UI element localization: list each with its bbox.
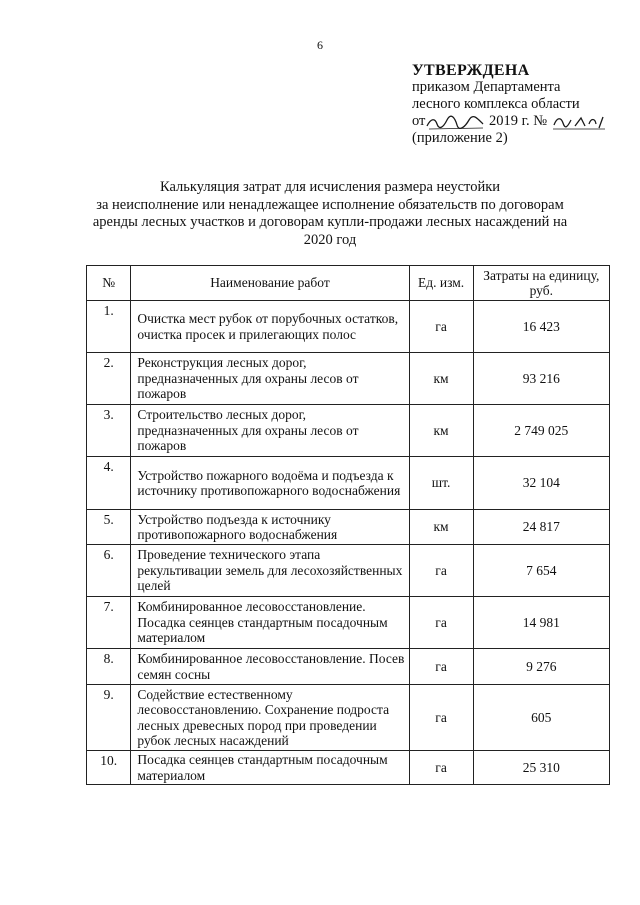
date-suffix: 2019 г. №: [489, 113, 548, 129]
table-row: [87, 301, 610, 353]
approval-line-1: приказом Департамента: [412, 79, 561, 95]
table-row: [87, 649, 610, 685]
handwritten-date-signature: [425, 116, 485, 130]
approval-line-2: лесного комплекса области: [412, 96, 580, 112]
approval-heading: УТВЕРЖДЕНА: [412, 62, 530, 79]
row-num: 10.: [87, 751, 131, 785]
row-unit: га: [409, 545, 473, 597]
table-row: [87, 597, 610, 649]
header-num: №: [87, 266, 131, 301]
handwritten-order-number: [551, 116, 605, 130]
row-name: Посадка сеянцев стандартным посадочным материалом: [131, 751, 409, 785]
table-row: [87, 457, 610, 510]
row-name: Строительство лесных дорог, предназначенных для охраны лесов от пожаров: [131, 405, 409, 457]
row-num: 2.: [87, 353, 131, 405]
row-cost: 25 310: [473, 751, 609, 785]
row-unit: га: [409, 301, 473, 353]
row-num: 4.: [87, 457, 131, 510]
row-cost: 16 423: [473, 301, 609, 353]
row-unit: км: [409, 353, 473, 405]
header-name: Наименование работ: [131, 266, 409, 301]
row-cost: 2 749 025: [473, 405, 609, 457]
row-name: Комбинированное лесовосстановление. Посадка сеянцев стандартным посадочным материалом: [131, 597, 409, 649]
row-cost: 24 817: [473, 510, 609, 545]
title-line-2: за неисполнение или ненадлежащее исполнение обязательств по договорам: [96, 196, 564, 213]
row-num: 6.: [87, 545, 131, 597]
row-cost: 7 654: [473, 545, 609, 597]
row-cost: 32 104: [473, 457, 609, 510]
row-name: Устройство пожарного водоёма и подъезда к источнику противопожарного водоснабжения: [131, 457, 409, 510]
row-cost: 605: [473, 685, 609, 751]
row-unit: км: [409, 510, 473, 545]
row-name: Проведение технического этапа рекультивации земель для лесохозяйственных целей: [131, 545, 409, 597]
row-cost: 14 981: [473, 597, 609, 649]
table-row: [87, 545, 610, 597]
table-row: [87, 685, 610, 751]
header-cost: Затраты на единицу, руб.: [473, 266, 609, 301]
row-num: 1.: [87, 301, 131, 353]
row-unit: га: [409, 649, 473, 685]
title-line-3: аренды лесных участков и договорам купли-продажи лесных насаждений на: [92, 214, 568, 230]
approval-date-line: [412, 113, 605, 130]
table-row: [87, 510, 610, 545]
date-prefix: от: [412, 113, 426, 129]
row-unit: га: [409, 751, 473, 785]
row-num: 3.: [87, 405, 131, 457]
row-name: Очистка мест рубок от порубочных остатков, очистка просек и прилегающих полос: [131, 301, 409, 353]
table-row: [87, 751, 610, 785]
row-name: Комбинированное лесовосстановление. Посев семян сосны: [131, 649, 409, 685]
row-name: Реконструкция лесных дорог, предназначенных для охраны лесов от пожаров: [131, 353, 409, 405]
row-num: 8.: [87, 649, 131, 685]
table-header-row: [87, 266, 610, 301]
page-number: 6: [317, 38, 323, 52]
row-cost: 9 276: [473, 649, 609, 685]
row-unit: га: [409, 597, 473, 649]
header-unit: Ед. изм.: [409, 266, 473, 301]
row-num: 5.: [87, 510, 131, 545]
table-row: [87, 353, 610, 405]
row-name: Устройство подъезда к источнику противопожарного водоснабжения: [131, 510, 409, 545]
row-unit: км: [409, 405, 473, 457]
row-num: 7.: [87, 597, 131, 649]
document-title: [70, 179, 590, 249]
title-line-4: 2020 год: [303, 231, 357, 248]
row-num: 9.: [87, 685, 131, 751]
row-cost: 93 216: [473, 353, 609, 405]
approval-appendix: (приложение 2): [412, 130, 508, 146]
title-line-1: Калькуляция затрат для исчисления размера неустойки: [159, 179, 501, 195]
approval-block: [412, 62, 605, 147]
row-unit: га: [409, 685, 473, 751]
row-unit: шт.: [409, 457, 473, 510]
row-name: Содействие естественному лесовосстановлению. Сохранение подроста лесных древесных пород при проведении рубок лесных насаждений: [131, 685, 409, 751]
table-row: [87, 405, 610, 457]
cost-table: [86, 265, 610, 785]
